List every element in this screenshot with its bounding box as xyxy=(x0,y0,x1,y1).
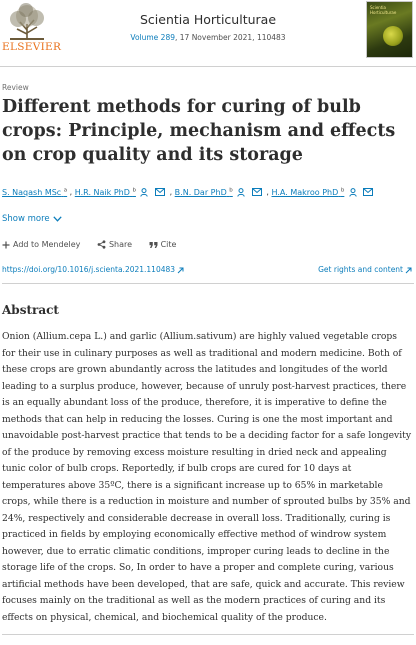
email-icon[interactable] xyxy=(252,188,262,196)
article-action-bar xyxy=(2,240,190,249)
share-icon xyxy=(97,240,106,249)
article-type-label: Review xyxy=(2,83,29,92)
author-link[interactable]: H.A. Makroo PhD $^b$ xyxy=(271,187,345,197)
chevron-down-icon xyxy=(53,216,62,222)
author-link[interactable]: B.N. Dar PhD $^b$ xyxy=(174,187,233,197)
journal-issue-info: Volume 289, 17 November 2021, 110483 xyxy=(130,33,286,42)
quote-icon xyxy=(149,241,158,249)
get-rights-link[interactable]: Get rights and content xyxy=(318,265,412,274)
header-divider xyxy=(0,66,416,67)
person-icon[interactable] xyxy=(349,188,357,197)
plus-icon xyxy=(2,241,10,249)
show-more-label: Show more xyxy=(2,214,50,224)
show-more-button[interactable] xyxy=(2,214,62,224)
person-icon[interactable] xyxy=(237,188,245,197)
journal-cover-image[interactable] xyxy=(366,1,413,58)
external-link-icon xyxy=(177,267,184,274)
volume-link[interactable]: Volume 289 xyxy=(130,33,175,42)
section-divider xyxy=(2,283,414,284)
article-title: Different methods for curing of bulb crops: Principle, mechanism and effects on crop quality and its storage xyxy=(2,97,396,165)
elsevier-wordmark: ELSEVIER xyxy=(2,41,62,53)
doi-link[interactable]: https://doi.org/10.1016/j.scienta.2021.110483 xyxy=(2,265,184,274)
add-to-mendeley-button[interactable]: Add to Mendeley xyxy=(2,240,80,249)
journal-header xyxy=(0,0,416,62)
author-link[interactable]: S. Naqash MSc $^a$ xyxy=(2,187,68,197)
doi-row xyxy=(2,265,414,274)
author-list: S. Naqash MSc $^a$ , H.R. Naik PhD $^b$ , B.N. Dar PhD $^b$ , H.A. Makroo PhD $^b$ xyxy=(2,187,414,197)
cover-fruit-graphic xyxy=(383,26,403,46)
footer-divider xyxy=(2,634,414,635)
abstract-text: Onion (Allium.cepa L.) and garlic (Allium.sativum) are highly valued vegetable crops for their use in culinary purposes as well as traditional and modern medicine. Both of these crops are grown abundantly across the latitudes and longitudes of the world leading to a surplus produce, however, because of unruly post-harvest practices, there is an equally abundant loss of the produce, therefore, it is imperative to define the methods that can help in reducing the losses. Curing is one the most important and unavoidable post-harvest practice that tends to be a deciding factor for a safe longevity of the produce by removing excess moisture resulting in dried neck and appealing tunic color of bulb crops. Reportedly, if bulb crops are cured for 10 days at temperatures above 35ºC, there is a significant increase up to 65% in marketable crops, while there is a reduction in moisture and number of sprouted bulbs by 35% and 24%, respectively and considerable decrease in overall loss. Traditionally, curing is practiced in fields by employing economically effective method of windrow system however, due to erratic climatic conditions, improper curing leads to decline in the storage life of the crops. So, In order to have a proper and complete curing, various artificial methods have been developed, that are safe, quick and accurate. This review focuses mainly on the traditional as well as the modern practices of curing and its effects on physical, chemical, and biochemical quality of the produce. xyxy=(2,331,412,623)
email-icon[interactable] xyxy=(155,188,165,196)
email-icon[interactable] xyxy=(363,188,373,196)
person-icon[interactable] xyxy=(140,188,148,197)
share-button[interactable]: Share xyxy=(97,240,132,249)
abstract-heading: Abstract xyxy=(2,303,59,317)
author-link[interactable]: H.R. Naik PhD $^b$ xyxy=(74,187,136,197)
cite-button[interactable]: Cite xyxy=(149,240,177,249)
cover-title-text: Scientia Horticulturae xyxy=(370,5,397,15)
journal-title[interactable]: Scientia Horticulturae xyxy=(139,12,277,27)
external-link-icon xyxy=(405,267,412,274)
